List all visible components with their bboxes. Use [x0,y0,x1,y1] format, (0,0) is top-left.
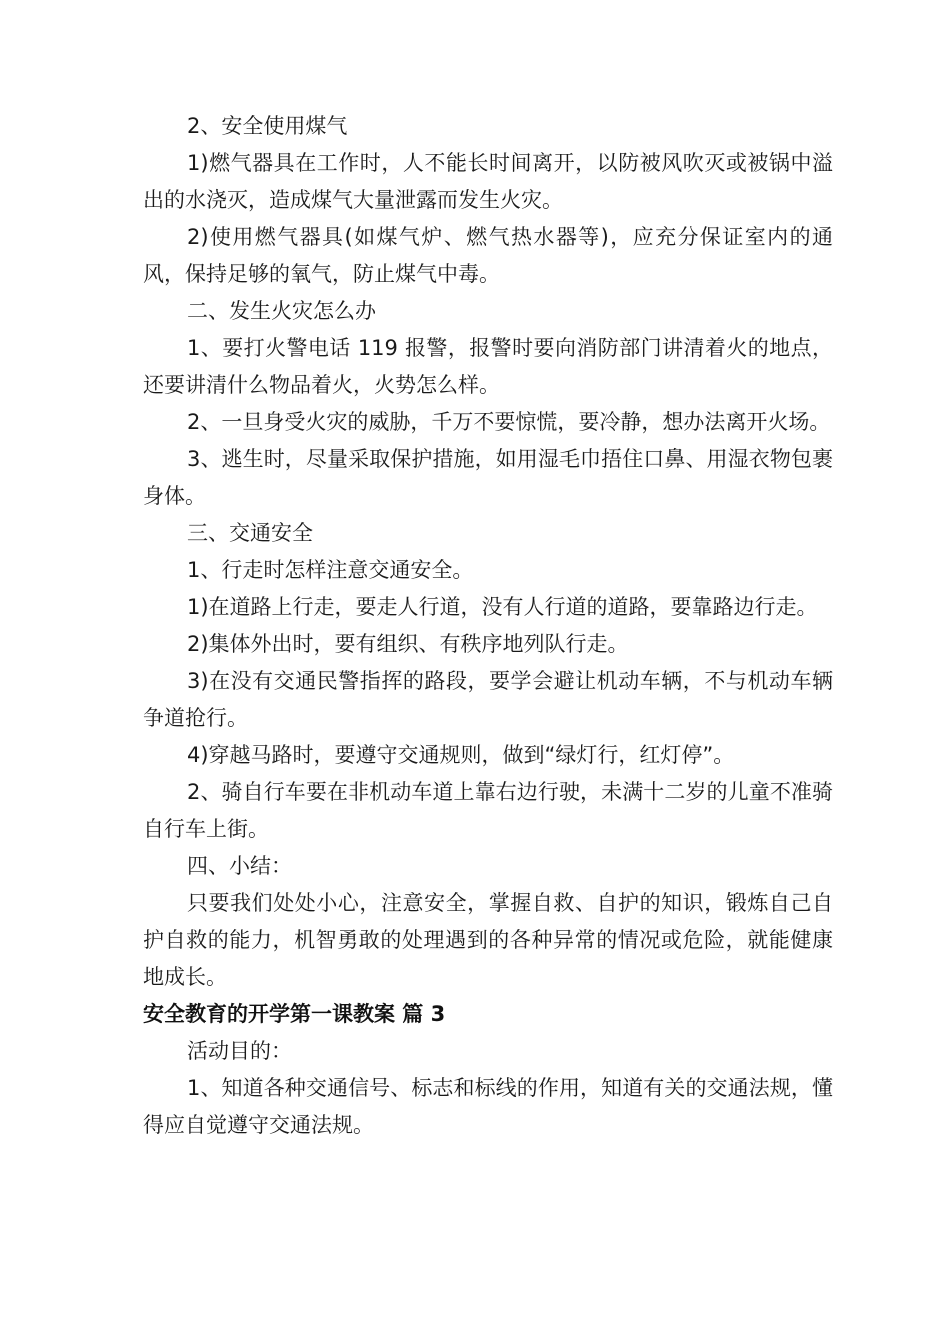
section-heading: 二、发生火灾怎么办 [187,299,376,323]
paragraph: 1)在道路上行走，要走人行道，没有人行道的道路，要靠路边行走。 [187,595,818,619]
section-heading: 四、小结： [187,854,292,878]
paragraph: 1、行走时怎样注意交通安全。 [187,558,474,582]
paragraph: 2)使用燃气器具(如煤气炉、燃气热水器等)，应充分保证室内的通风，保持足够的氧气，防止煤气中毒。 [143,225,833,286]
paragraph: 3)在没有交通民警指挥的路段，要学会避让机动车辆，不与机动车辆争道抢行。 [143,669,833,730]
paragraph: 2、安全使用煤气 [187,114,348,138]
paragraph: 1)燃气器具在工作时，人不能长时间离开，以防被风吹灭或被锅中溢出的水浇灭，造成煤气大量泄露而发生火灾。 [143,151,833,212]
section-heading: 三、交通安全 [187,521,313,545]
document-body [143,108,833,1144]
paragraph: 3、逃生时，尽量采取保护措施，如用湿毛巾捂住口鼻、用湿衣物包裹身体。 [143,447,833,508]
paragraph: 活动目的： [187,1039,292,1063]
paragraph: 2、一旦身受火灾的威胁，千万不要惊慌，要冷静，想办法离开火场。 [187,410,831,434]
paragraph: 2、骑自行车要在非机动车道上靠右边行驶，未满十二岁的儿童不准骑自行车上街。 [143,780,833,841]
paragraph: 1、要打火警电话 119 报警，报警时要向消防部门讲清着火的地点，还要讲清什么物品着火，火势怎么样。 [143,336,833,397]
article-title: 安全教育的开学第一课教案 篇 3 [143,1002,446,1026]
paragraph: 只要我们处处小心，注意安全，掌握自救、自护的知识，锻炼自己自护自救的能力，机智勇敢的处理遇到的各种异常的情况或危险，就能健康地成长。 [143,891,833,989]
paragraph: 2)集体外出时，要有组织、有秩序地列队行走。 [187,632,629,656]
paragraph: 1、知道各种交通信号、标志和标线的作用，知道有关的交通法规，懂得应自觉遵守交通法规。 [143,1076,833,1137]
paragraph: 4)穿越马路时，要遵守交通规则，做到“绿灯行，红灯停”。 [187,743,735,767]
